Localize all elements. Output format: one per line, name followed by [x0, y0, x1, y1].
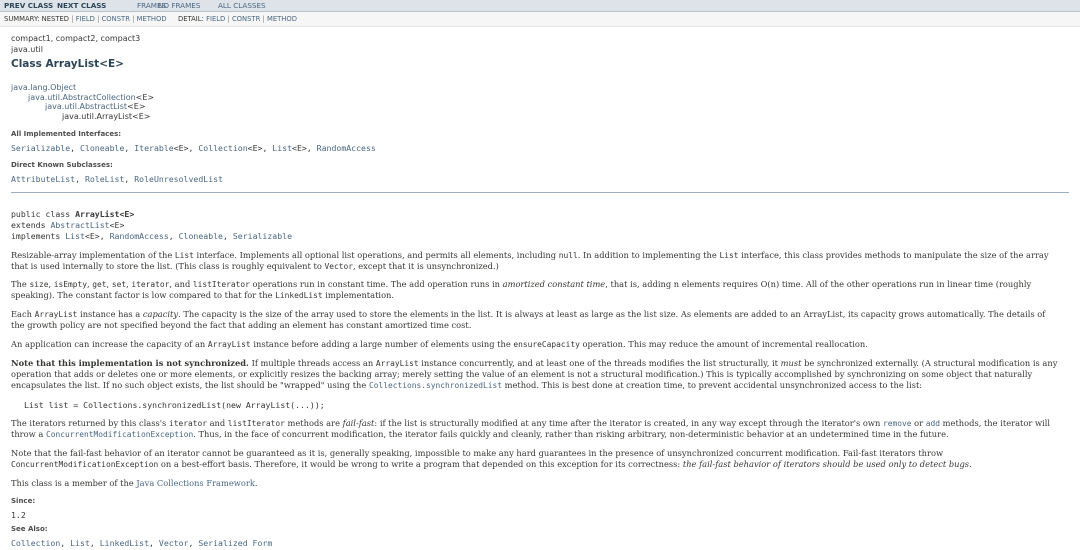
package-name: java.util — [11, 45, 43, 54]
object-link[interactable]: java.lang.Object — [11, 83, 77, 92]
implements-randomaccess-link[interactable]: RandomAccess — [109, 231, 169, 241]
interface-link[interactable]: Iterable — [134, 143, 174, 153]
implements-serializable-link[interactable]: Serializable — [232, 231, 293, 241]
summary-nav: SUMMARY: NESTED | FIELD | CONSTR | METHOD — [4, 15, 167, 23]
summary-nested: NESTED — [41, 15, 70, 23]
frames-link[interactable]: FRAMES — [137, 1, 167, 10]
code-example: List list = Collections.synchronizedList(new ArrayList(...)); — [24, 400, 325, 410]
see-also-list: Collection, List, LinkedList, Vector, Serialized Form — [11, 538, 273, 548]
prev-class-link[interactable]: PREV CLASS — [4, 1, 54, 10]
summary-method-link[interactable]: METHOD — [136, 15, 167, 23]
next-class-link[interactable]: NEXT CLASS — [57, 1, 107, 10]
subclass-link[interactable]: RoleList — [84, 174, 125, 184]
interfaces-label: All Implemented Interfaces: — [11, 130, 122, 138]
abstract-list-link[interactable]: java.util.AbstractList — [45, 102, 128, 111]
implements-list-link[interactable]: List — [65, 231, 85, 241]
extends-link[interactable]: AbstractList — [50, 220, 110, 230]
generic-suffix: <E> — [135, 93, 155, 102]
summary-label: SUMMARY: — [4, 15, 40, 23]
detail-label: DETAIL: — [178, 15, 204, 23]
since-label: Since: — [11, 497, 36, 505]
see-also-link[interactable]: Serialized Form — [198, 538, 273, 548]
subclass-link[interactable]: AttributeList — [11, 174, 76, 184]
interface-link[interactable]: Collection — [198, 143, 248, 153]
description-paragraph: Note that this implementation is not synchronized. If multiple threads access an ArrayList instance concurrently, and at least one of the threads modifies the list structurally, it must be synchronized externally. (A structural modification is any operation that adds or deletes one or more elements, or explicitly resizes the backing array; merely setting the value of an element is not a structural modification.) This is typically accomplished by synchronizing on some object that naturally encapsulates the list. If no such object exists, the list should be "wrapped" using the Collections.synchronizedList method. This is best done at creation time, to prevent accidental unsynchronized access to the list: — [11, 358, 1058, 390]
summary-field-link[interactable]: FIELD — [75, 15, 95, 23]
inheritance-abstract-list — [45, 102, 146, 112]
detail-constr-link[interactable]: CONSTR — [231, 15, 261, 23]
see-also-link[interactable]: Collection — [11, 538, 61, 548]
description-paragraph: Each ArrayList instance has a capacity. The capacity is the size of the array used to store the elements in the list. It is always at least as large as the list size. As elements are added to an ArrayList, its capacity grows automatically. The details of the growth policy are not specified beyond the fact that adding an element has constant amortized time cost. — [11, 309, 1046, 330]
all-classes-link[interactable]: ALL CLASSES — [218, 1, 266, 10]
class-header — [11, 33, 1069, 70]
top-navbar — [0, 0, 1080, 12]
class-signature: public class ArrayList<E> extends AbstractList<E> implements List<E>, RandomAccess, Cloneable, Serializable — [11, 209, 293, 241]
detail-nav: DETAIL: FIELD | CONSTR | METHOD — [178, 15, 297, 23]
interfaces-list: Serializable, Cloneable, Iterable<E>, Collection<E>, List<E>, RandomAccess — [11, 143, 376, 153]
no-frames-link[interactable]: NO FRAMES — [158, 1, 201, 10]
description-paragraph: This class is a member of the Java Collections Framework. — [11, 478, 258, 488]
see-also-link[interactable]: LinkedList — [99, 538, 150, 548]
description-paragraph: Note that the fail-fast behavior of an iterator cannot be guaranteed as it is, generally speaking, impossible to make any hard guarantees in the presence of unsynchronized concurrent modification. Fail-fast iterators throw ConcurrentModificationException on a best-effort basis. Therefore, it would be wrong to write a program that depended on this exception for its correctness: the fail-fast behavior of iterators should be used only to detect bugs. — [11, 448, 972, 469]
see-also-link[interactable]: Vector — [158, 538, 189, 548]
add-link[interactable]: add — [925, 419, 941, 428]
description-paragraph: The iterators returned by this class's iterator and listIterator methods are fail-fast: if the list is structurally modified at any time after the iterator is created, in any way except through the iterator's own remove or add methods, the iterator will throw a ConcurrentModificationException. Thus, in the face of concurrent modification, the iterator fails quickly and cleanly, rather than risking arbitrary, non-deterministic behavior at an undetermined time in the future. — [11, 418, 1051, 439]
summary-constr-link[interactable]: CONSTR — [101, 15, 130, 23]
interface-link[interactable]: Serializable — [11, 143, 71, 153]
detail-field-link[interactable]: FIELD — [206, 15, 226, 23]
abstract-collection-link[interactable]: java.util.AbstractCollection — [28, 93, 136, 102]
remove-link[interactable]: remove — [883, 419, 912, 428]
page-title: Class ArrayList<E> — [11, 58, 124, 70]
description-paragraph: Resizable-array implementation of the List interface. Implements all optional list operations, and permits all elements, including null. In addition to implementing the List interface, this class provides methods to manipulate the size of the array that is used internally to store the list. (This class is roughly equivalent to Vector, except that it is unsynchronized.) — [11, 250, 1049, 271]
sub-navbar — [0, 12, 1080, 27]
concurrent-modification-link[interactable]: ConcurrentModificationException — [45, 430, 194, 439]
interface-link[interactable]: RandomAccess — [316, 143, 376, 153]
generic-suffix: <E> — [127, 102, 146, 111]
subclasses-list: AttributeList, RoleList, RoleUnresolvedList — [11, 174, 223, 184]
profiles-text: compact1, compact2, compact3 — [11, 34, 141, 43]
interface-link[interactable]: List — [272, 143, 293, 153]
since-value: 1.2 — [11, 510, 26, 520]
description-paragraph: The size, isEmpty, get, set, iterator, and listIterator operations run in constant time. The add operation runs in amortized constant time, that is, adding n elements requires O(n) time. All of the other operations run in linear time (roughly speaking). The constant factor is low compared to that for the LinkedList implementation. — [11, 279, 1032, 300]
subclasses-label: Direct Known Subclasses: — [11, 161, 113, 169]
see-also-link[interactable]: List — [70, 538, 90, 548]
divider — [11, 192, 1069, 193]
collections-framework-link[interactable]: Java Collections Framework — [136, 478, 255, 488]
synchronized-list-link[interactable]: Collections.synchronizedList — [368, 381, 502, 390]
inheritance-array-list: java.util.ArrayList<E> — [62, 112, 151, 121]
subclass-link[interactable]: RoleUnresolvedList — [134, 174, 223, 184]
description-paragraph: An application can increase the capacity of an ArrayList instance before adding a large number of elements using the ensureCapacity operation. This may reduce the amount of incremental reallocation. — [11, 339, 868, 349]
detail-method-link[interactable]: METHOD — [266, 15, 297, 23]
inheritance-object[interactable] — [11, 83, 76, 93]
implements-cloneable-link[interactable]: Cloneable — [178, 231, 223, 241]
interface-link[interactable]: Cloneable — [80, 143, 125, 153]
see-also-label: See Also: — [11, 525, 48, 533]
